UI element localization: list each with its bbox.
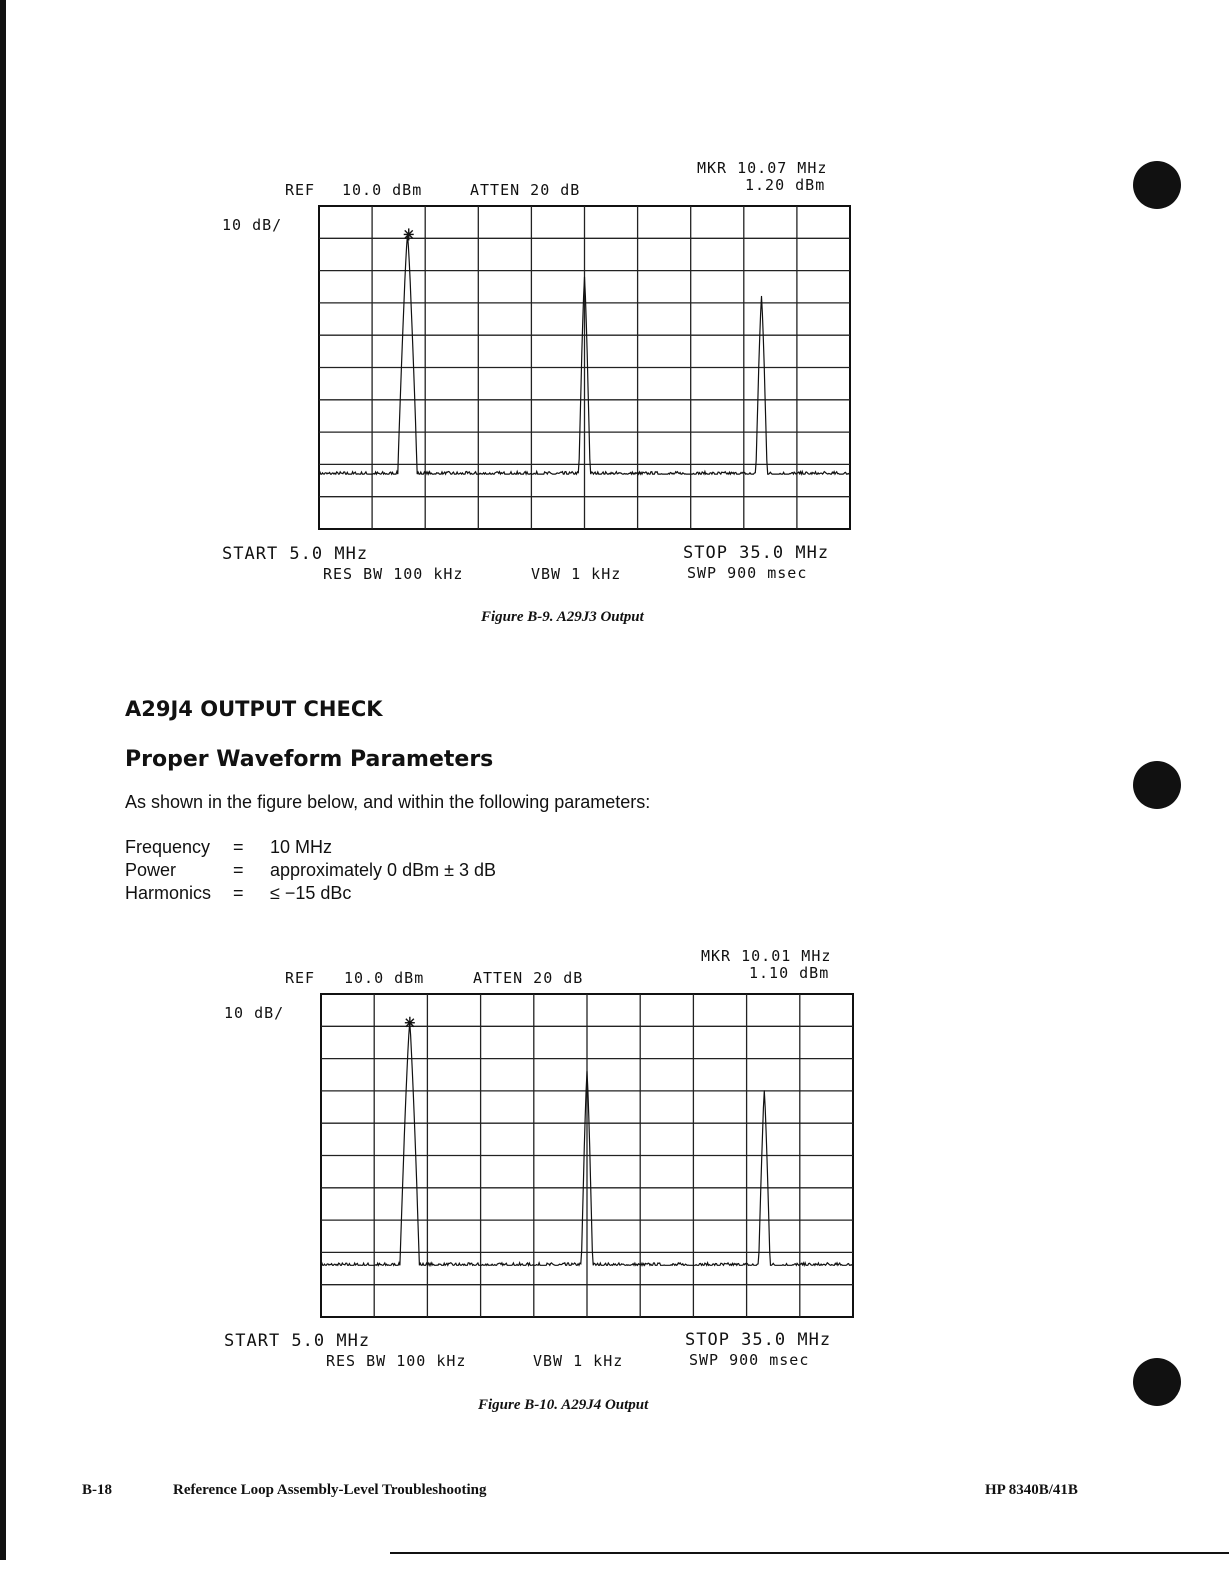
fig1-sweep: SWP 900 msec [687,564,808,582]
intro-text: As shown in the figure below, and within the following parameters: [125,792,651,812]
fig1-atten: ATTEN 20 dB [470,181,581,199]
param-equals: = [233,883,244,903]
fig2-marker-freq: MKR 10.01 MHz [701,947,832,965]
section-subheading: Proper Waveform Parameters [125,747,494,772]
param-power [125,859,496,882]
fig1-peak-2 [584,276,585,277]
fig1-ref-label: REF [285,181,316,199]
fig1-scale: 10 dB/ [222,216,283,234]
param-name: Power [125,860,177,880]
binder-hole-middle [1133,761,1181,809]
binder-hole-top [1133,161,1181,209]
fig2-peak-3 [764,1090,765,1091]
fig1-vbw: VBW 1 kHz [531,565,622,583]
param-equals: = [233,860,244,880]
param-equals: = [233,837,244,857]
fig2-stop: STOP 35.0 MHz [685,1330,832,1350]
footer-model: HP 8340B/41B [985,1482,1078,1498]
fig2-res-bw: RES BW 100 kHz [326,1352,467,1370]
fig2-sweep: SWP 900 msec [689,1351,810,1369]
fig1-spectrum-plot [318,205,851,530]
fig2-peak-2 [586,1071,587,1072]
binder-hole-bottom [1133,1358,1181,1406]
param-name: Harmonics [125,883,212,903]
fig1-start: START 5.0 MHz [222,544,369,564]
fig2-caption: Figure B-10. A29J4 Output [478,1397,649,1413]
fig1-marker-level: 1.20 dBm [745,176,826,194]
fig1-marker-freq: MKR 10.07 MHz [697,159,828,177]
fig2-marker-level: 1.10 dBm [749,964,830,982]
param-name: Frequency [125,837,211,857]
fig2-atten: ATTEN 20 dB [473,969,584,987]
parameter-list [125,836,496,905]
fig2-marker-asterisk [405,1017,415,1029]
fig2-spectrum-plot [320,993,854,1318]
fig2-ref-value: 10.0 dBm [344,969,425,987]
fig2-vbw: VBW 1 kHz [533,1352,624,1370]
left-margin-rule [0,0,6,1560]
param-frequency [125,836,496,859]
footer-page-number: B-18 [82,1482,112,1498]
fig1-res-bw: RES BW 100 kHz [323,565,464,583]
fig2-start: START 5.0 MHz [224,1331,371,1351]
fig1-peak-3 [761,296,762,297]
fig2-ref-label: REF [285,969,316,987]
param-value: ≤ −15 dBc [270,883,352,903]
param-value: approximately 0 dBm ± 3 dB [270,860,496,880]
param-harmonics [125,882,496,905]
fig2-scale: 10 dB/ [224,1004,285,1022]
fig1-stop: STOP 35.0 MHz [683,543,830,563]
footer-title: Reference Loop Assembly-Level Troubleshooting [173,1482,487,1498]
bottom-rule [390,1552,1229,1554]
fig1-ref-value: 10.0 dBm [342,181,423,199]
section-heading: A29J4 OUTPUT CHECK [125,697,383,721]
param-value: 10 MHz [270,837,333,857]
fig1-caption: Figure B-9. A29J3 Output [481,609,644,625]
fig1-marker-asterisk [404,228,414,240]
